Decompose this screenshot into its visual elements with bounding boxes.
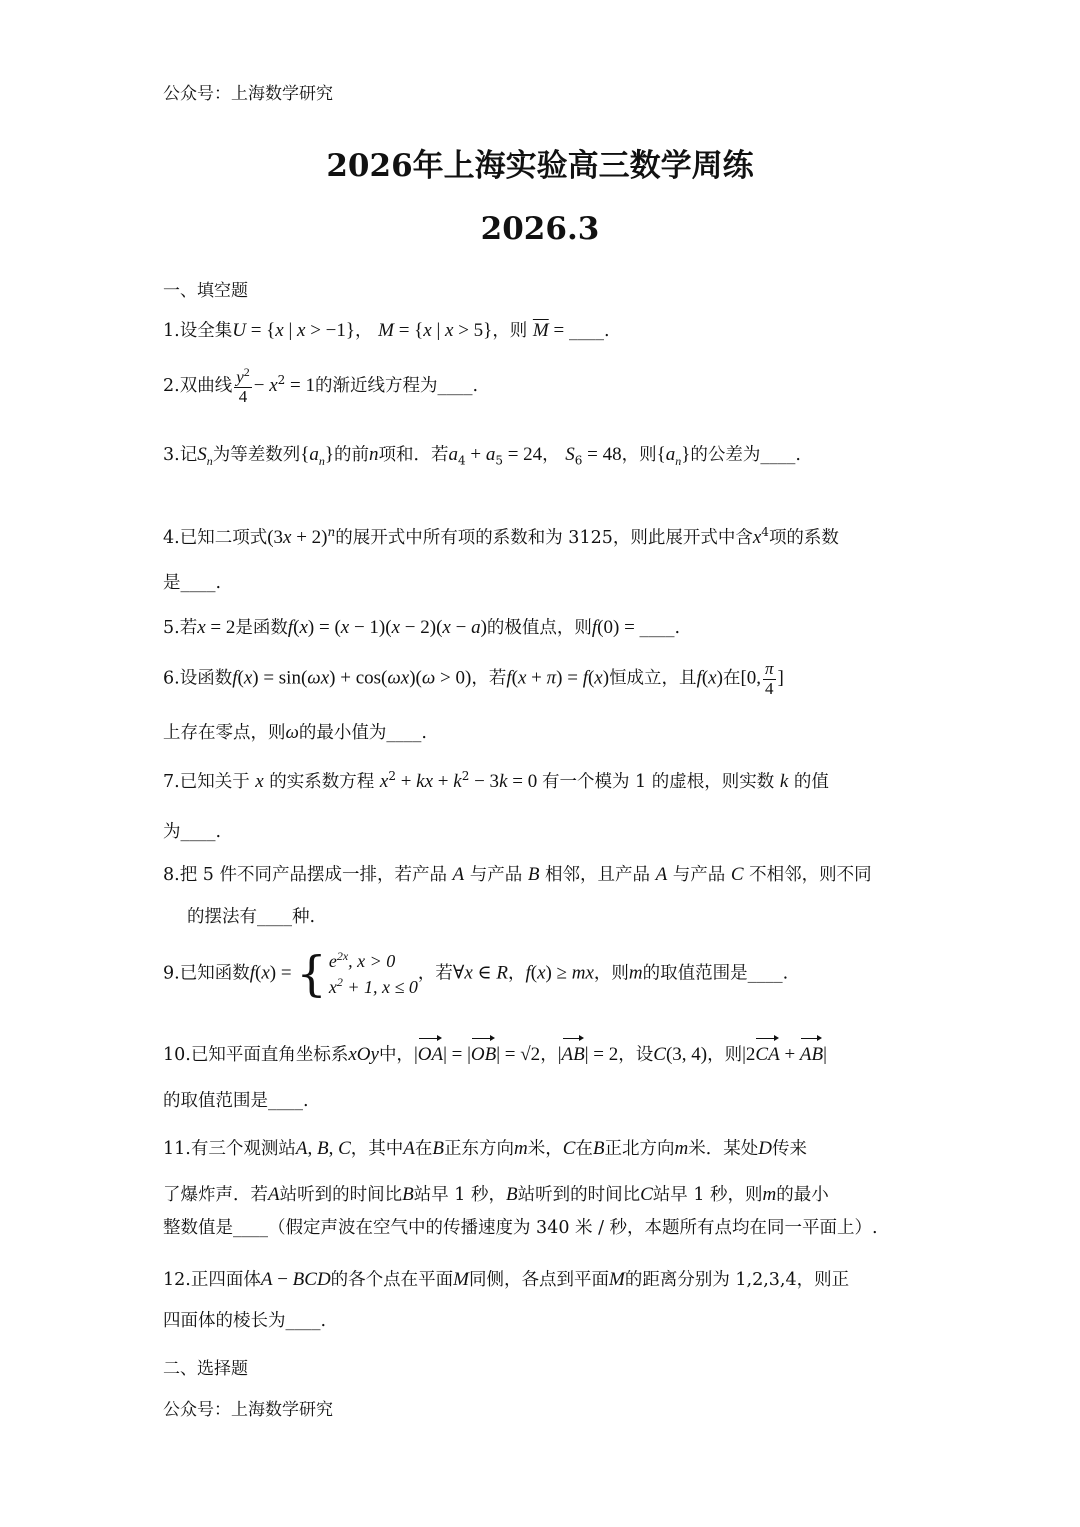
question-9: 9.已知函数f(x) = { $e^{2x}$, x > 0 $x^2 + 1$, x ≤ 0 ，若∀x ∈ R，f(x) ≥ mx，则m的取值范围是____. (163, 946, 789, 1003)
question-12: 12.正四面体A − BCD的各个点在平面M同侧，各点到平面M的距离分别为 1,2,3,4，则正 (163, 1269, 850, 1290)
question-7-line2: 为____. (163, 822, 222, 842)
question-12-line2: 四面体的棱长为____. (163, 1311, 327, 1331)
question-2: 2.双曲线 $\frac{y^2}{4}$ − $x^2 = 1$的渐近线方程为____. (163, 365, 479, 407)
question-8-line2: 的摆法有____种. (187, 907, 316, 927)
question-6: 6.设函数f(x) = sin(ωx) + cos(ωx)(ω > 0)，若f(x + π) = f(x)恒成立，且f(x)在[0, $\frac{\pi}{4}$ ] (163, 659, 784, 698)
question-6-line2: 上存在零点，则ω的最小值为____. (163, 722, 427, 743)
question-11-line2: 了爆炸声．若A站听到的时间比B站早 1 秒，B站听到的时间比C站早 1 秒，则m的最小 (163, 1184, 829, 1205)
question-10: 10.已知平面直角坐标系xOy中，|OA| = |OB| = √2，|AB| = 2，设C(3, 4)，则|2CA + AB| (163, 1036, 923, 1070)
footer-watermark: 公众号：上海数学研究 (163, 1400, 333, 1420)
page-title: 2026年上海实验高三数学周练 (326, 148, 754, 184)
question-8: 8.把 5 件不同产品摆成一排，若产品 A 与产品 B 相邻，且产品 A 与产品 C 不相邻，则不同 (163, 864, 872, 885)
header-watermark: 公众号：上海数学研究 (163, 84, 333, 104)
question-3: 3.记$S_n$为等差数列$\{a_n\}$的前n项和．若$a_4 + a_5 = 24$， $S_6 = 48$，则$\{a_n\}$的公差为____. (163, 444, 801, 468)
question-7: 7.已知关于 x 的实系数方程 $x^2$ + kx + $k^2 - 3k = 0$ 有一个模为 1 的虚根，则实数 k 的值 (163, 769, 829, 792)
question-5: 5.若x = 2是函数f(x) = (x − 1)(x − 2)(x − a)的极值点，则f(0) = ____. (163, 617, 681, 638)
section-choice: 二、选择题 (163, 1359, 248, 1379)
section-fill-in: 一、填空题 (163, 281, 248, 301)
question-11: 11.有三个观测站A, B, C，其中A在B正东方向m米，C在B正北方向m米．某处D传来 (163, 1138, 807, 1159)
question-11-line3: 整数值是____（假定声波在空气中的传播速度为 340 米 / 秒，本题所有点均在同一平面上）. (163, 1218, 878, 1238)
question-10-line2: 的取值范围是____. (163, 1091, 309, 1111)
question-1: 1.设全集U = {x | x > −1}， M = {x | x > 5}，则 $\overline{M}$ = ____. (163, 320, 610, 341)
question-4: 4.已知二项式$(3x + 2)^n$的展开式中所有项的系数和为 3125，则此展开式中含$x^4$项的系数 是____. (163, 525, 839, 593)
page-date: 2026.3 (480, 211, 600, 247)
